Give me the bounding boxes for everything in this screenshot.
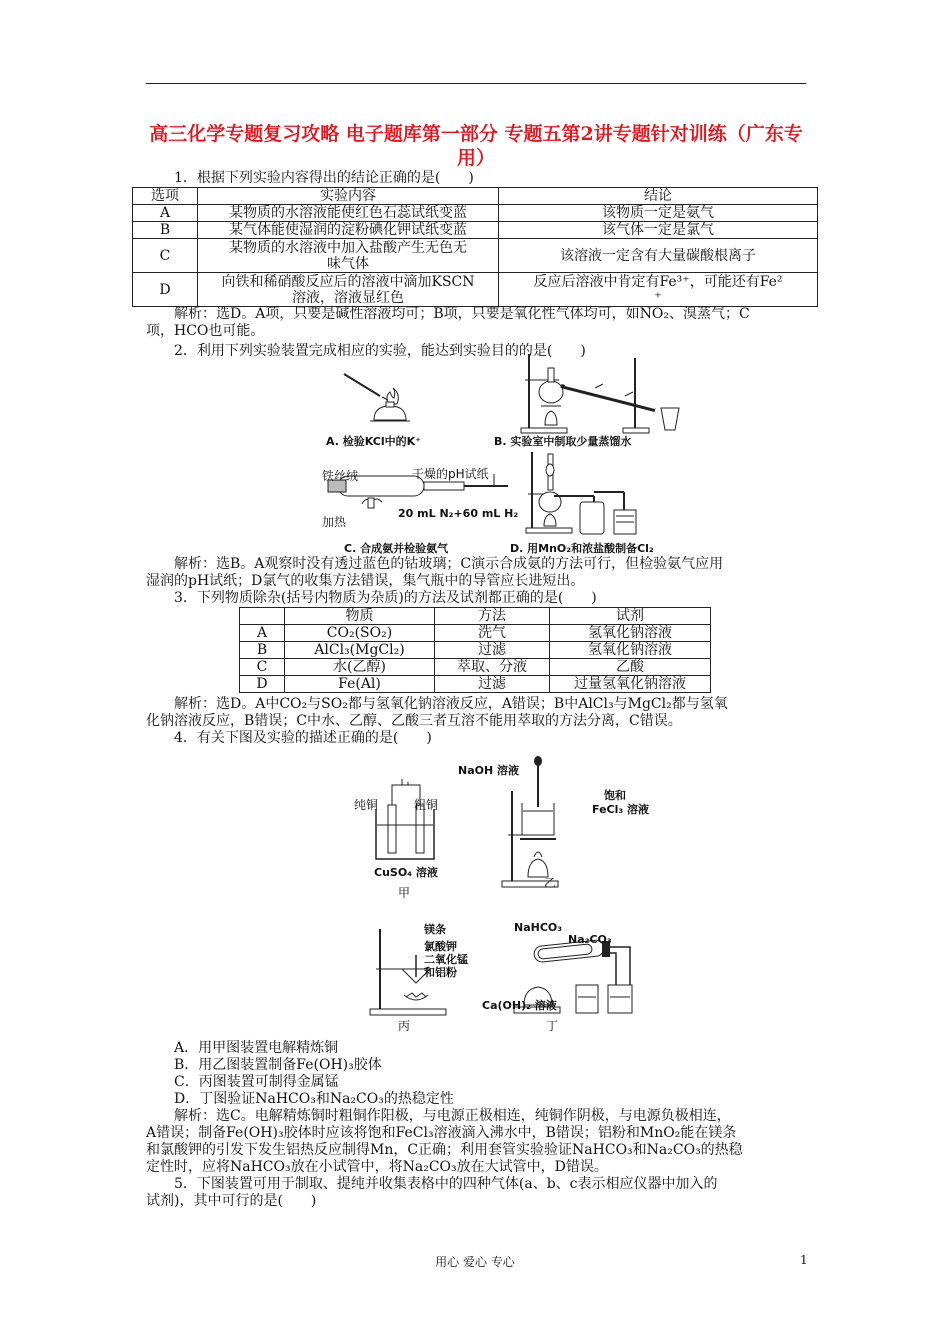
cell-line: 味气体 (327, 255, 369, 272)
table-header: 实验内容 (198, 188, 499, 205)
table-cell (499, 273, 818, 307)
q1-stem: 1．根据下列实验内容得出的结论正确的是( ) (174, 170, 474, 186)
apparatus-b-caption: B. 实验室中制取少量蒸馏水 (494, 435, 632, 448)
table-cell: 某物质的水溶液能使红色石蕊试纸变蓝 (198, 205, 499, 222)
saturated-label: 饱和 (604, 789, 626, 802)
q4-analysis: 和氯酸钾的引发下发生铝热反应制得Mn，C正确；利用套管实验验证NaHCO₃和Na₂CO₃的热稳 (146, 1142, 743, 1158)
caoh2-label: Ca(OH)₂ 溶液 (482, 999, 557, 1012)
mno2-label: 二氧化锰 (424, 953, 468, 966)
q5-stem: 5．下图装置可用于制取、提纯并收集表格中的四种气体(a、b、c表示相应仪器中加入的 (174, 1176, 718, 1192)
table-row (240, 659, 711, 676)
mg-strip-label: 镁条 (424, 923, 446, 936)
pure-copper-label: 纯铜 (354, 798, 379, 812)
table-row (240, 676, 711, 693)
q1-analysis: 项，HCO也可能。 (146, 323, 265, 339)
fecl3-label: FeCl₃ 溶液 (592, 803, 650, 816)
table-header (240, 608, 285, 625)
table-cell: 该溶液一定含有大量碳酸根离子 (499, 239, 818, 273)
table-header: 方法 (435, 608, 550, 625)
table-cell: Fe(Al) (285, 676, 435, 693)
q4-option-c: C．丙图装置可制得金属锰 (174, 1074, 339, 1090)
table-cell: 某气体能使湿润的淀粉碘化钾试纸变蓝 (198, 222, 499, 239)
q4-analysis: A错误；制备Fe(OH)₃胶体时应该将饱和FeCl₃溶液滴入沸水中，B错误；铝粉和MnO₂能在镁条 (146, 1125, 737, 1141)
table-cell: C (133, 239, 198, 273)
q5-stem: 试剂)，其中可行的是( ) (146, 1193, 317, 1209)
table-row (133, 273, 818, 307)
table-cell: 乙酸 (550, 659, 711, 676)
table-header: 选项 (133, 188, 198, 205)
gas-mix-label: 20 mL N₂+60 mL H₂ (398, 507, 519, 520)
ph-paper-label: 干燥的pH试纸 (412, 467, 489, 481)
table-cell: C (240, 659, 285, 676)
q3-stem: 3．下列物质除杂(括号内物质为杂质)的方法及试剂都正确的是( ) (174, 590, 597, 606)
header-rule (146, 83, 806, 84)
cell-line: 反应后溶液中肯定有Fe³⁺，可能还有Fe² (533, 273, 783, 290)
cell-line: 向铁和稀硝酸反应后的溶液中滴加KSCN (221, 273, 475, 290)
table-cell: B (240, 642, 285, 659)
figure-bing-label: 丙 (398, 1019, 411, 1033)
table-cell: D (133, 273, 198, 307)
apparatus-c-caption: C. 合成氨并检验氨气 (344, 542, 449, 555)
table-cell: B (133, 222, 198, 239)
table-cell: 氢氧化钠溶液 (550, 642, 711, 659)
table-cell: 该物质一定是氨气 (499, 205, 818, 222)
apparatus-d-figure (520, 450, 650, 535)
cuso4-label: CuSO₄ 溶液 (374, 866, 438, 879)
q3-analysis: 化钠溶液反应，B错误；C中水、乙醇、乙酸三者互溶不能用萃取的方法分离，C错误。 (146, 713, 682, 729)
q1-analysis: 解析：选D。A项，只要是碱性溶液均可；B项，只要是氧化性气体均可，如NO₂、溴蒸气；C (174, 306, 750, 322)
table-cell: 氢氧化钠溶液 (550, 625, 711, 642)
table-cell: D (240, 676, 285, 693)
page-number: 1 (800, 1253, 808, 1267)
figure-jia-label: 甲 (398, 886, 411, 900)
q4-analysis: 解析：选C。电解精炼铜时粗铜作阳极，与电源正极相连，纯铜作阴极，与电源负极相连， (174, 1108, 731, 1124)
heat-label: 加热 (322, 515, 347, 529)
table-cell: AlCl₃(MgCl₂) (285, 642, 435, 659)
q4-analysis: 定性时，应将NaHCO₃放在小试管中，将Na₂CO₃放在大试管中，D错误。 (146, 1159, 608, 1175)
figure-yi-label: 乙 (544, 876, 557, 890)
cell-line: 溶液，溶液显红色 (292, 289, 404, 306)
table-cell: 过滤 (435, 676, 550, 693)
q2-analysis: 湿润的pH试纸；D氯气的收集方法错误，集气瓶中的导管应长进短出。 (146, 573, 585, 589)
na2co3-label: Na₂CO₃ (568, 933, 612, 946)
table-cell: 洗气 (435, 625, 550, 642)
table-cell: CO₂(SO₂) (285, 625, 435, 642)
q3-table (239, 607, 711, 693)
kclo3-label: 氯酸钾 (424, 940, 457, 953)
apparatus-b-figure (515, 350, 695, 435)
naoh-label: NaOH 溶液 (458, 764, 520, 777)
apparatus-a-caption: A. 检验KCl中的K⁺ (326, 435, 421, 448)
table-cell: 过量氢氧化钠溶液 (550, 676, 711, 693)
q3-analysis: 解析：选D。A中CO₂与SO₂都与氢氧化钠溶液反应，A错误；B中AlCl₃与MgCl₂都与氢氧 (174, 696, 728, 712)
q4-stem: 4．有关下图及实验的描述正确的是( ) (174, 730, 432, 746)
table-cell: 过滤 (435, 642, 550, 659)
table-header: 物质 (285, 608, 435, 625)
table-row (240, 608, 711, 625)
cell-line: 某物质的水溶液中加入盐酸产生无色无 (229, 239, 467, 256)
table-row (133, 205, 818, 222)
cell-line: ⁺ (654, 289, 662, 306)
iron-wool-label: 铁丝绒 (322, 469, 359, 483)
table-cell: A (240, 625, 285, 642)
q4-option-a: A．用甲图装置电解精炼铜 (174, 1040, 339, 1056)
page-footer: 用心 爱心 专心 (435, 1255, 515, 1269)
figure-ding-label: 丁 (546, 1019, 559, 1033)
table-header: 试剂 (550, 608, 711, 625)
al-powder-label: 和铝粉 (424, 966, 457, 979)
apparatus-a-figure (330, 370, 440, 435)
electrolysis-cell-figure (370, 775, 440, 865)
table-cell: 水(乙醇) (285, 659, 435, 676)
table-cell: A (133, 205, 198, 222)
q2-stem: 2．利用下列实验装置完成相应的实验，能达到实验目的的是( ) (174, 343, 586, 359)
table-row (133, 239, 818, 273)
table-cell: 该气体一定是氯气 (499, 222, 818, 239)
table-cell: 萃取、分液 (435, 659, 550, 676)
table-cell (198, 273, 499, 307)
table-row (240, 642, 711, 659)
q2-analysis: 解析：选B。A观察时没有透过蓝色的钴玻璃；C演示合成氨的方法可行，但检验氨气应用 (174, 556, 724, 572)
crude-copper-label: 粗铜 (414, 798, 439, 812)
q4-option-d: D．丁图验证NaHCO₃和Na₂CO₃的热稳定性 (174, 1091, 454, 1107)
table-row (133, 188, 818, 205)
table-row (240, 625, 711, 642)
q4-option-b: B．用乙图装置制备Fe(OH)₃胶体 (174, 1057, 382, 1073)
apparatus-d-caption: D. 用MnO₂和浓盐酸制备Cl₂ (510, 542, 654, 555)
table-cell (198, 239, 499, 273)
q1-table (132, 187, 818, 307)
nahco3-label: NaHCO₃ (514, 921, 563, 934)
page-title: 高三化学专题复习攻略 电子题库第一部分 专题五第2讲专题针对训练（广东专用） (149, 123, 803, 169)
table-header: 结论 (499, 188, 818, 205)
table-row (133, 222, 818, 239)
